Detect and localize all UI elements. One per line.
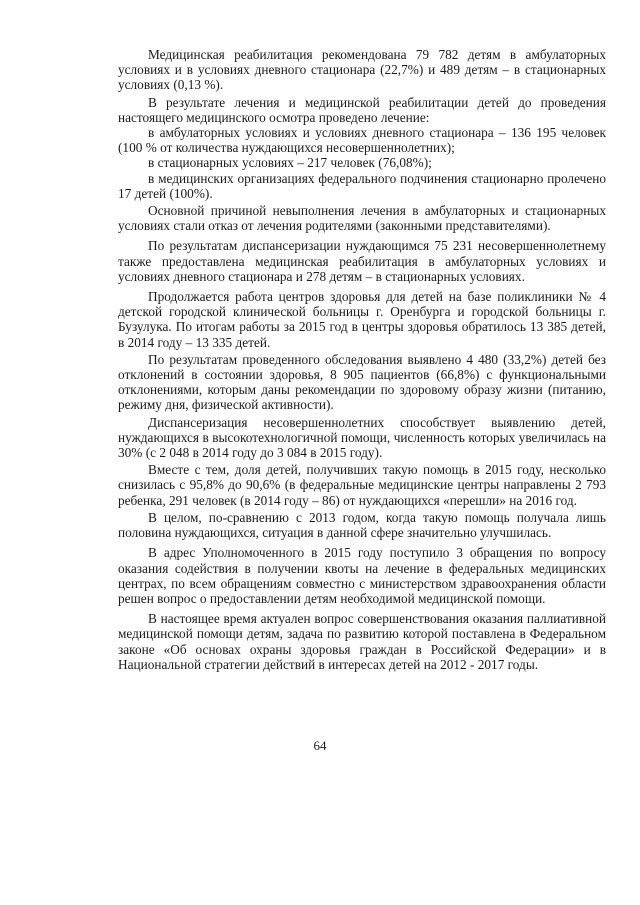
paragraph: В результате лечения и медицинской реабилитации детей до проведения настоящего медицинского осмотра проведено лечение: (118, 94, 606, 125)
list-item-paragraph: в амбулаторных условиях и условиях дневного стационара – 136 195 человек (100 % от количества нуждающихся несовершеннолетних); (118, 125, 606, 156)
paragraph: Диспансеризация несовершеннолетних способствует выявлению детей, нуждающихся в высокотехнологичной помощи, численность которых увеличилась на 30% (с 2 048 в 2014 году до 3 084 в 2015 году). (118, 414, 606, 461)
paragraph: По результатам диспансеризации нуждающимся 75 231 несовершеннолетнему также предоставлена медицинская реабилитация в амбулаторных условиях и условиях дневного стационара и 278 детям – в стационарных условиях. (118, 238, 606, 284)
paragraph: Основной причиной невыполнения лечения в амбулаторных и стационарных условиях стали отказ от лечения родителями (законными представителями). (118, 203, 606, 234)
list-item-paragraph: в стационарных условиях – 217 человек (76,08%); (148, 155, 432, 171)
page-number: 64 (313, 738, 327, 753)
paragraph: В целом, по-сравнению с 2013 годом, когда такую помощь получала лишь половина нуждающихся, ситуация в данной сфере значительно улучшилась. (118, 509, 606, 541)
paragraph: Вместе с тем, доля детей, получивших такую помощь в 2015 году, несколько снизилась с 95,8% до 90,6% (в федеральные медицинские центры направлены 2 793 ребенка, 291 человек (в 2014 году – 86) от нуждающихся «перешли» на 2016 год. (118, 462, 606, 508)
body-text (118, 47, 606, 672)
paragraph: Продолжается работа центров здоровья для детей на базе поликлиники № 4 детской городской клинической больницы г. Оренбурга и городской больницы г. Бузулука. По итогам работы за 2015 год в центры здоровья обратилось 13 385 детей, в 2014 году – 13 335 детей. (118, 289, 606, 350)
paragraph: Медицинская реабилитация рекомендована 79 782 детям в амбулаторных условиях и в условиях дневного стационара (22,7%) и 489 детям – в стационарных условиях (0,13 %). (118, 47, 606, 93)
paragraph: В настоящее время актуален вопрос совершенствования оказания паллиативной медицинской помощи детям, задача по развитию которой поставлена в Федеральном законе «Об основах охраны здоровья граждан в Российской Федерации» и в Национальной стратегии действий в интересах детей на 2012 - 2017 годы. (118, 611, 606, 672)
list-item-paragraph: в медицинских организациях федерального подчинения стационарно пролечено 17 детей (100%). (118, 170, 606, 201)
paragraph: По результатам проведенного обследования выявлено 4 480 (33,2%) детей без отклонений в состоянии здоровья, 8 905 пациентов (66,8%) с функциональными отклонениями, которым даны рекомендации по здоровому образу жизни (питанию, режиму дня, физической активности). (118, 351, 606, 413)
paragraph: В адрес Уполномоченного в 2015 году поступило 3 обращения по вопросу оказания содействия в получении квоты на лечение в федеральных медицинских центрах, по всем обращениям совместно с министерством здравоохранения области решен вопрос о предоставлении детям необходимой медицинской помощи. (118, 545, 606, 606)
